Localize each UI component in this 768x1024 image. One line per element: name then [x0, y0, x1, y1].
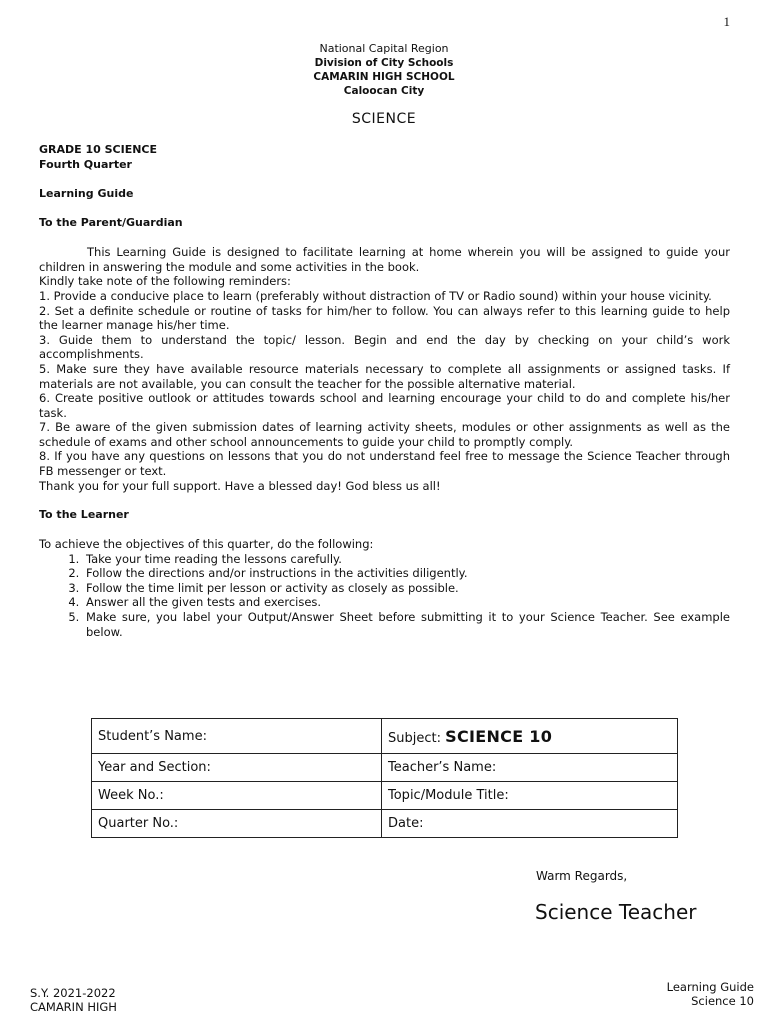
footer-right	[667, 980, 754, 1008]
reminder-item: 2. Set a definite schedule or routine of tasks for him/her to follow. You can always refer to this learning guide to help the learner manage his/her time.	[39, 303, 730, 333]
learner-lead: To achieve the objectives of this quarter, do the following:	[39, 537, 374, 552]
sample-label-table	[91, 718, 678, 838]
region-line: National Capital Region	[319, 42, 449, 55]
signature: Science Teacher	[535, 900, 697, 924]
topic-title-cell: Topic/Module Title:	[382, 782, 678, 810]
reminder-item: 1. Provide a conducive place to learn (preferably without distraction of TV or Radio sound) within your house vicinity.	[39, 288, 712, 303]
table-row	[92, 810, 678, 838]
table-row	[92, 754, 678, 782]
quarter-no-cell: Quarter No.:	[92, 810, 382, 838]
list-item: 4. Answer all the given tests and exercises.	[83, 595, 730, 610]
reminder-item: 6. Create positive outlook or attitudes towards school and learning encourage your child to do and complete his/her task.	[39, 391, 730, 420]
footer-left	[30, 986, 117, 1014]
footer-school: CAMARIN HIGH	[30, 1000, 117, 1014]
school-year: S.Y. 2021-2022	[30, 986, 116, 1000]
reminders-lead: Kindly take note of the following reminders:	[39, 274, 291, 289]
parent-intro: This Learning Guide is designed to facilitate learning at home wherein you will be assigned to guide your children in answering the module and some activities in the book.	[39, 245, 730, 274]
subject-title: SCIENCE	[351, 111, 417, 127]
document-body	[39, 143, 730, 639]
grade-line: GRADE 10 SCIENCE	[39, 143, 158, 156]
subject-value: SCIENCE 10	[445, 726, 553, 746]
list-item: 2. Follow the directions and/or instructions in the activities diligently.	[83, 566, 730, 581]
division-line: Division of City Schools	[314, 57, 454, 69]
table-row	[92, 782, 678, 810]
list-item: 5. Make sure, you label your Output/Answer Sheet before submitting it to your Science Teacher. See example below.	[83, 610, 730, 639]
subject-label: Subject:	[388, 730, 446, 746]
parent-closing: Thank you for your full support. Have a blessed day! God bless us all!	[39, 478, 441, 493]
parent-heading: To the Parent/Guardian	[39, 215, 183, 229]
year-section-cell: Year and Section:	[92, 754, 382, 782]
quarter-line: Fourth Quarter	[39, 157, 132, 171]
guide-title: Learning Guide	[39, 186, 134, 200]
reminder-item: 8. If you have any questions on lessons that you do not understand feel free to message the Science Teacher through FB messenger or text.	[39, 449, 730, 479]
week-no-cell: Week No.:	[92, 782, 382, 810]
learner-list	[39, 552, 730, 640]
school-line: CAMARIN HIGH SCHOOL	[313, 71, 455, 83]
subject-cell	[382, 719, 678, 754]
reminder-item: 7. Be aware of the given submission dates of learning activity sheets, modules or other assignments as well as the schedule of exams and other school announcements to guide your child to promptly comply.	[39, 420, 730, 449]
learner-heading: To the Learner	[39, 507, 129, 521]
student-name-cell: Student’s Name:	[92, 719, 382, 754]
teacher-name-cell: Teacher’s Name:	[382, 754, 678, 782]
reminder-item: 3. Guide them to understand the topic/ lesson. Begin and end the day by checking on your child’s work accomplishments.	[39, 332, 730, 362]
warm-regards: Warm Regards,	[536, 869, 628, 883]
list-item: 1. Take your time reading the lessons carefully.	[83, 552, 730, 567]
school-header	[0, 42, 768, 98]
reminder-item: 5. Make sure they have available resource materials necessary to complete all assignments or assigned tasks. If materials are not available, you can consult the teacher for the possible alternative material.	[39, 361, 730, 391]
page-number: 1	[723, 14, 730, 29]
list-item: 3. Follow the time limit per lesson or activity as closely as possible.	[83, 581, 730, 596]
date-cell: Date:	[382, 810, 678, 838]
city-line: Caloocan City	[343, 85, 425, 97]
table-row	[92, 719, 678, 754]
footer-doc-title: Learning Guide	[666, 980, 754, 994]
footer-subject: Science 10	[691, 994, 754, 1008]
